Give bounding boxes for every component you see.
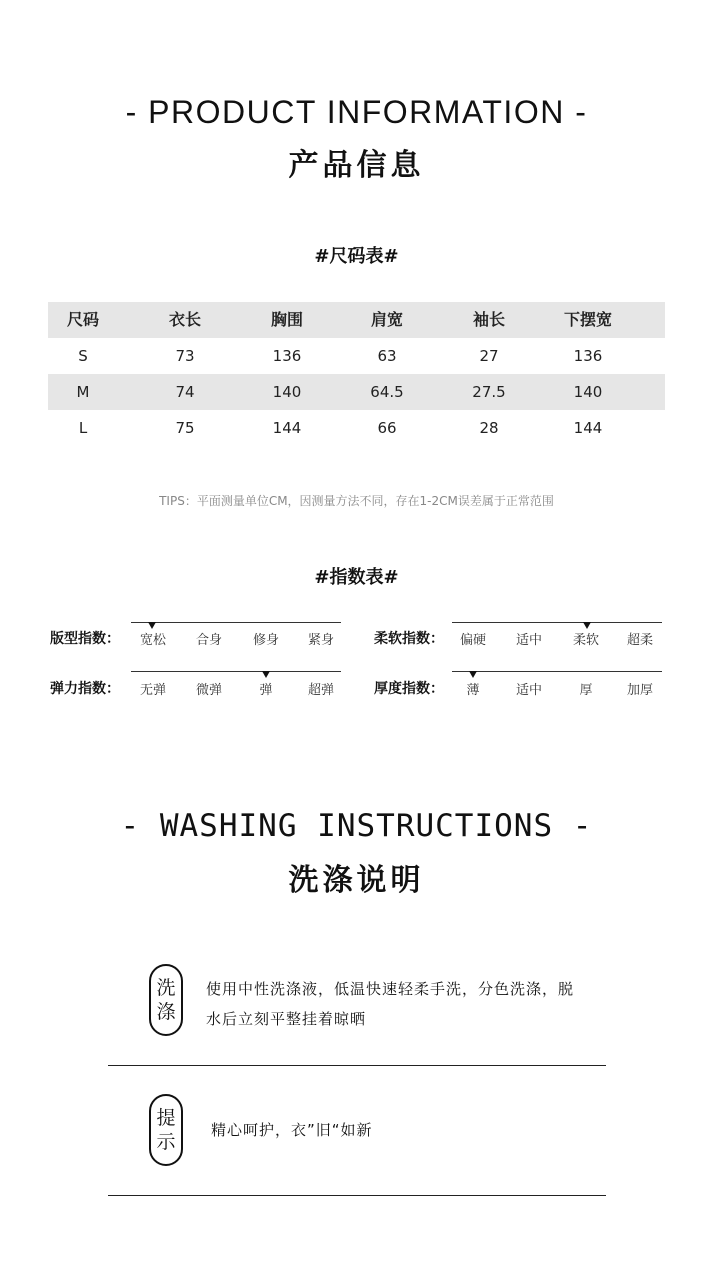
header-cell-size: 尺码 [66,310,99,329]
tip-badge [149,1094,183,1166]
washing-text-line: 使用中性洗涤液，低温快速轻柔手洗，分色洗涤，脱 [206,980,575,998]
thickness-option: 适中 [515,683,542,698]
product-title-cn: 产品信息 [288,148,425,183]
fit-index-line [131,622,341,623]
header-cell-sleeve: 袖长 [472,310,505,329]
size-tips: TIPS：平面测量单位CM，因测量方法不同，存在1-2CM误差属于正常范围 [159,494,554,508]
thickness-index-label: 厚度指数： [374,681,444,697]
table-cell: 140 [573,383,603,401]
size-table-title: #尺码表# [314,246,399,267]
thickness-option: 薄 [466,683,480,698]
washing-title-en: - WASHING INSTRUCTIONS - [120,808,593,844]
table-cell: 63 [377,347,397,365]
washing-badge [149,964,183,1036]
elasticity-index-label: 弹力指数： [50,681,120,697]
table-cell: 28 [479,419,499,437]
washing-title-cn: 洗涤说明 [288,863,425,898]
table-cell: 27 [479,347,499,365]
elasticity-option: 超弹 [307,683,334,698]
table-row [48,374,665,410]
header-cell-length: 衣长 [168,310,201,329]
elasticity-option: 弹 [259,683,273,698]
divider [108,1065,606,1066]
tip-badge-bottom: 示 [156,1131,176,1153]
table-cell: M [76,383,90,401]
header-cell-hem: 下摆宽 [563,310,612,329]
header-cell-chest: 胸围 [270,310,303,329]
softness-option: 适中 [515,633,542,648]
table-cell: 66 [377,419,397,437]
size-table-header-row [48,302,665,338]
softness-option: 超柔 [626,633,653,648]
table-cell: 136 [573,347,603,365]
fit-option: 合身 [195,633,222,648]
elasticity-index-line [131,671,341,672]
washing-badge-top: 洗 [156,977,176,999]
table-cell: 144 [573,419,603,437]
elasticity-option: 无弹 [139,683,166,698]
thickness-index-marker [469,671,477,678]
table-row [48,338,665,374]
softness-option: 柔软 [572,633,599,648]
table-cell: 74 [175,383,195,401]
table-cell: 136 [272,347,302,365]
elasticity-option: 微弹 [195,683,222,698]
size-table [48,302,665,446]
table-cell: 140 [272,383,302,401]
index-table-title: #指数表# [314,567,399,588]
table-cell: 75 [175,419,195,437]
softness-index-label: 柔软指数： [374,631,444,647]
thickness-option: 厚 [579,683,593,698]
divider [108,1195,606,1196]
fit-option: 修身 [252,633,279,648]
product-title-en: - PRODUCT INFORMATION - [125,94,588,130]
washing-text-line: 水后立刻平整挂着晾晒 [206,1010,367,1028]
thickness-option: 加厚 [626,683,653,698]
softness-index-line [452,622,662,623]
fit-option: 宽松 [139,633,166,648]
table-cell: 144 [272,419,302,437]
header-cell-shoulder: 肩宽 [370,310,403,329]
softness-index-marker [583,622,591,629]
tip-badge-top: 提 [156,1107,176,1129]
table-row [48,410,665,446]
thickness-index-line [452,671,662,672]
table-cell: L [78,419,88,437]
washing-badge-bottom: 涤 [156,1001,176,1023]
washing-text [206,974,606,1034]
table-cell: S [78,347,88,365]
fit-index-label: 版型指数： [50,631,120,647]
elasticity-index-marker [262,671,270,678]
tip-text: 精心呵护，衣”旧“如新 [211,1121,373,1139]
table-cell: 27.5 [472,383,506,401]
table-cell: 73 [175,347,195,365]
fit-index-marker [148,622,156,629]
softness-option: 偏硬 [459,633,486,648]
fit-option: 紧身 [307,633,334,648]
table-cell: 64.5 [370,383,404,401]
